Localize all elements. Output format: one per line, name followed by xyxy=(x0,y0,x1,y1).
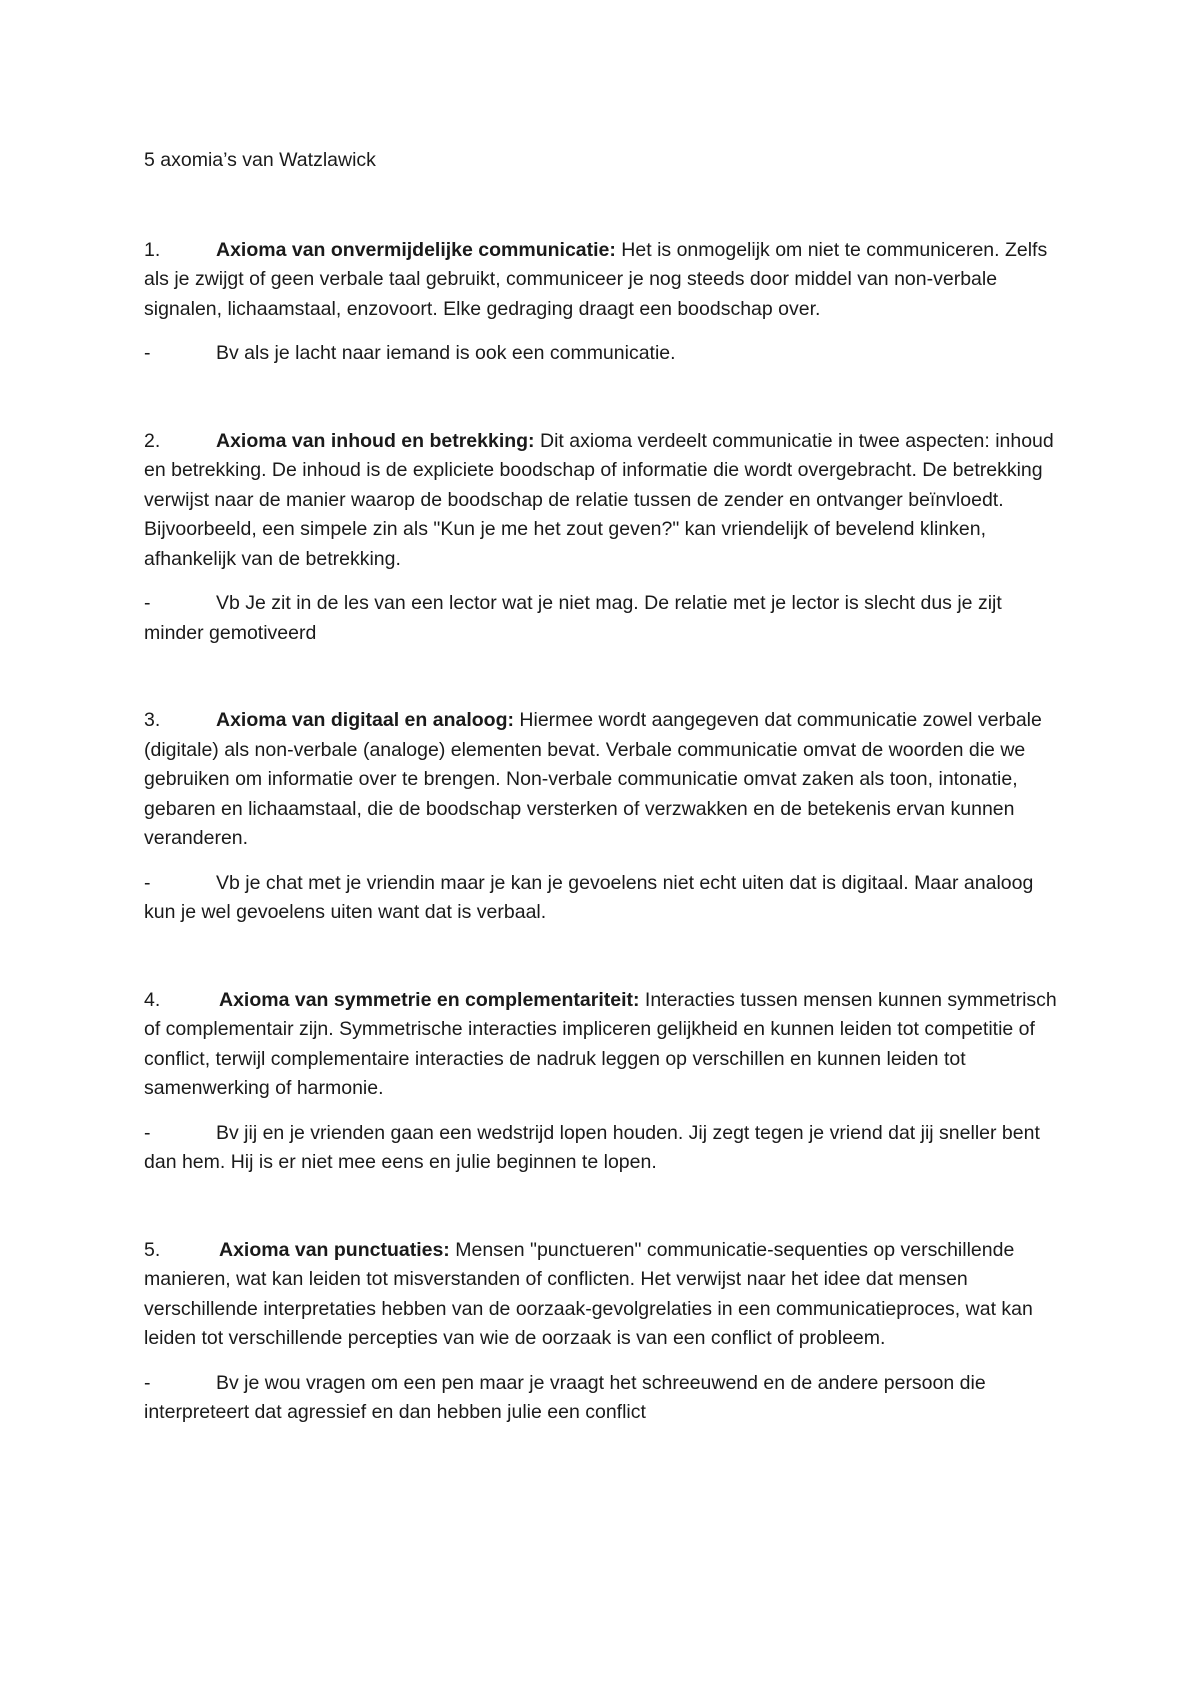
axiom-1-term: Axioma van onvermijdelijke communicatie: xyxy=(216,238,616,261)
axiom-1-number: 1. xyxy=(144,238,161,261)
axiom-3-example xyxy=(144,869,1064,928)
axiom-3-term: Axioma van digitaal en analoog: xyxy=(216,709,514,731)
axiom-1-paragraph xyxy=(144,236,1064,325)
axiom-2-example xyxy=(144,589,1064,648)
axiom-3-example-dash: - xyxy=(144,871,151,894)
axiom-2-paragraph xyxy=(144,427,1064,575)
axiom-4-number: 4. xyxy=(144,988,161,1011)
axiom-3-text: Hiermee wordt aangegeven dat communicatie zowel verbale (digitale) als non-verbale (analoge) elementen bevat. Verbale communicatie omvat de woorden die we gebruiken om informatie over te brengen. Non-verbale communicatie omvat zaken als toon, intonatie, gebaren en lichaamstaal, die de boodschap versterken of verzwakken en de betekenis ervan kunnen veranderen. xyxy=(144,709,1042,849)
axiom-3-paragraph xyxy=(144,706,1064,854)
document-content xyxy=(144,146,1064,1428)
axiom-4-example-dash: - xyxy=(144,1121,151,1144)
axiom-2-text: Dit axioma verdeelt communicatie in twee aspecten: inhoud en betrekking. De inhoud is de expliciete boodschap of informatie die wordt overgebracht. De betrekking verwijst naar de manier waarop de boodschap de relatie tussen de zender en ontvanger beïnvloedt. Bijvoorbeeld, een simpele zin als "Kun je me het zout geven?" kan vriendelijk of bevelend klinken, afhankelijk van de betrekking. xyxy=(144,429,1054,570)
axiom-5-term: Axioma van punctuaties: xyxy=(219,1238,450,1261)
axiom-3-example-text: Vb je chat met je vriendin maar je kan je gevoelens niet echt uiten dat is digitaal. Maar analoog kun je wel gevoelens uiten want dat is verbaal. xyxy=(144,871,1034,923)
axiom-5-text: Mensen "punctueren" communicatie-sequenties op verschillende manieren, wat kan leiden tot misverstanden of conflicten. Het verwijst naar het idee dat mensen verschillende interpretaties hebben van de oorzaak-gevolgrelaties in een communicatieproces, wat kan leiden tot verschillende percepties van wie de oorzaak is van een conflict of probleem. xyxy=(144,1238,1033,1349)
axiom-4-example-text: Bv jij en je vrienden gaan een wedstrijd lopen houden. Jij zegt tegen je vriend dat jij sneller bent dan hem. Hij is er niet mee eens en julie beginnen te lopen. xyxy=(144,1121,1040,1173)
axiom-4-paragraph xyxy=(144,986,1064,1104)
axiom-4-term: Axioma van symmetrie en complementariteit: xyxy=(219,988,640,1011)
axiom-2-example-text: Vb Je zit in de les van een lector wat je niet mag. De relatie met je lector is slecht dus je zijt minder gemotiveerd xyxy=(144,592,1002,644)
axiom-5-number: 5. xyxy=(144,1238,161,1261)
axiom-5-example-dash: - xyxy=(144,1371,151,1394)
axiom-3-number: 3. xyxy=(144,709,161,731)
document-title: 5 axomia’s van Watzlawick xyxy=(144,149,376,171)
axiom-1-example-text: Bv als je lacht naar iemand is ook een communicatie. xyxy=(216,342,676,364)
axiom-4-example xyxy=(144,1119,1064,1178)
axiom-5-example xyxy=(144,1369,1064,1428)
axiom-4-text: Interacties tussen mensen kunnen symmetrisch of complementair zijn. Symmetrische interacties impliceren gelijkheid en kunnen leiden tot competitie of conflict, terwijl complementaire interacties de nadruk leggen op verschillen en kunnen leiden tot samenwerking of harmonie. xyxy=(144,988,1057,1099)
axiom-1-example xyxy=(144,339,1064,369)
axiom-1-text: Het is onmogelijk om niet te communiceren. Zelfs als je zwijgt of geen verbale taal gebruikt, communiceer je nog steeds door middel van non-verbale signalen, lichaamstaal, enzovoort. Elke gedraging draagt een boodschap over. xyxy=(144,238,1048,320)
axiom-2-term: Axioma van inhoud en betrekking: xyxy=(216,429,535,452)
axiom-1-example-dash: - xyxy=(144,342,151,364)
axiom-2-example-dash: - xyxy=(144,592,151,614)
axiom-5-paragraph xyxy=(144,1236,1064,1354)
axiom-2-number: 2. xyxy=(144,429,161,452)
axiom-5-example-text: Bv je wou vragen om een pen maar je vraagt het schreeuwend en de andere persoon die interpreteert dat agressief en dan hebben julie een conflict xyxy=(144,1371,986,1423)
